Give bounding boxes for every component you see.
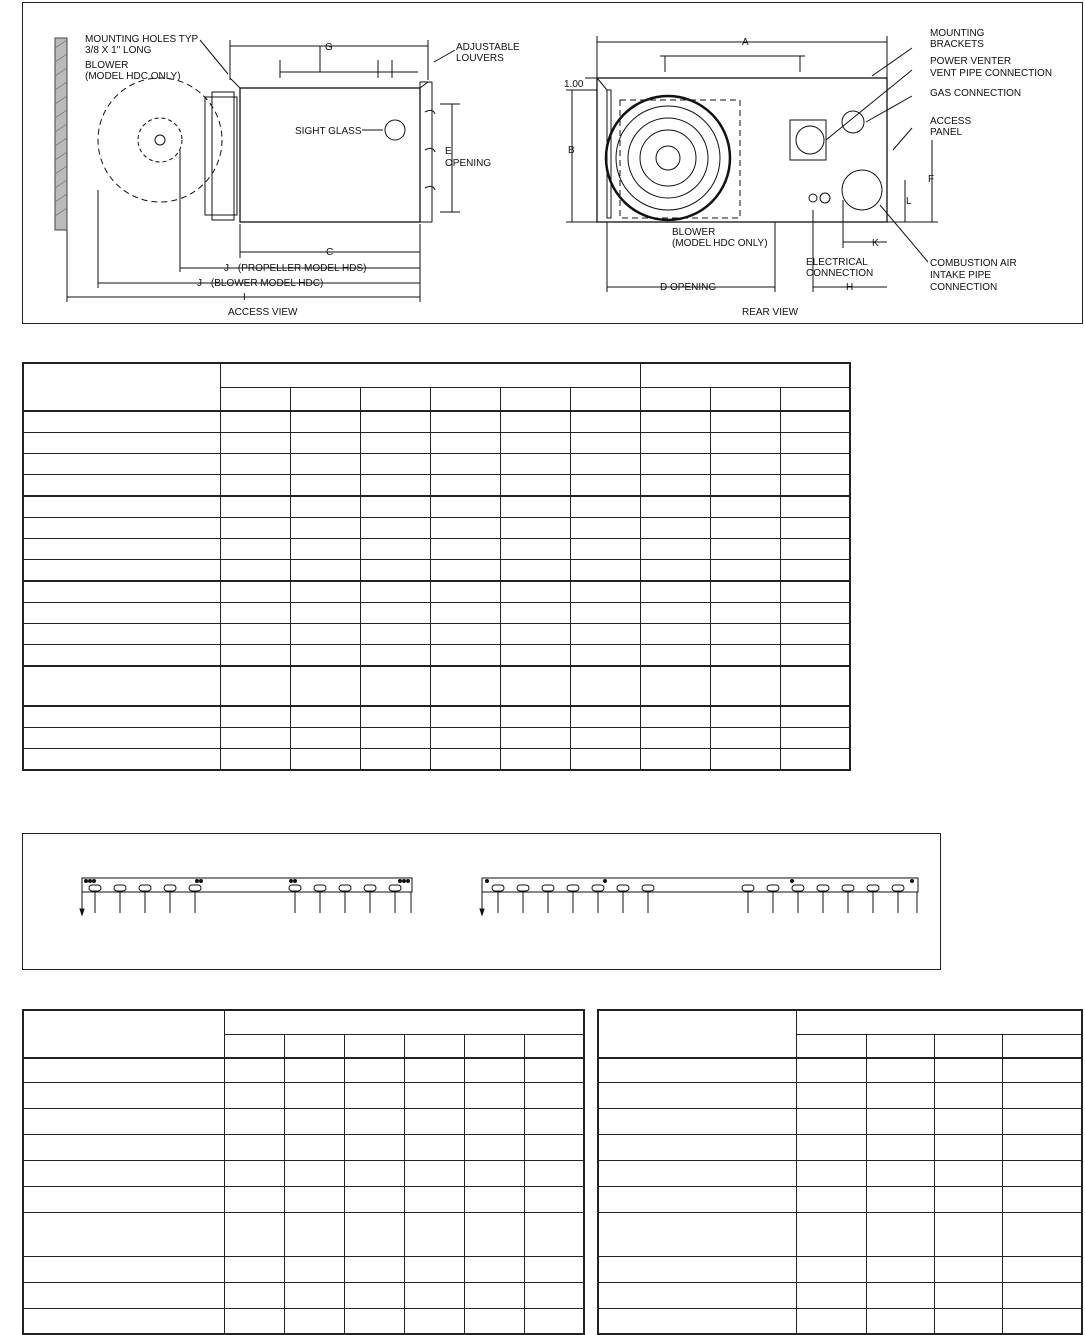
label-power-venter-1: POWER VENTER — [930, 56, 1012, 67]
cabinet-side — [240, 88, 420, 222]
label-i: I — [243, 292, 246, 303]
title-access-view: ACCESS VIEW — [228, 307, 298, 318]
label-power-venter-2: VENT PIPE CONNECTION — [930, 68, 1053, 79]
label-blower-2: (MODEL HDC ONLY) — [85, 71, 181, 82]
gas-connection-port — [842, 111, 864, 133]
label-electrical-2: CONNECTION — [806, 268, 874, 279]
label-combustion-2: INTAKE PIPE — [930, 270, 991, 281]
label-mounting-holes-2: 3/8 X 1" LONG — [85, 45, 152, 56]
label-c: C — [326, 247, 334, 258]
label-opening: OPENING — [445, 158, 492, 169]
dimension-table — [22, 362, 851, 771]
sight-glass — [385, 120, 405, 140]
dimension-drawing — [0, 0, 1085, 330]
bracket-table-left — [22, 1009, 585, 1335]
bracket-right-ticks — [482, 892, 917, 913]
label-adjustable-2: LOUVERS — [456, 53, 504, 64]
label-access-panel-1: ACCESS — [930, 116, 972, 127]
label-mounting-brackets-2: BRACKETS — [930, 39, 984, 50]
label-gas-connection: GAS CONNECTION — [930, 88, 1022, 99]
label-blower-1: BLOWER — [85, 60, 129, 71]
label-j-blower: J - (BLOWER MODEL HDC) — [197, 278, 324, 289]
title-rear-view: REAR VIEW — [742, 307, 799, 318]
label-j-propeller: J - (PROPELLER MODEL HDS) — [224, 263, 367, 274]
label-d-opening: D OPENING — [660, 282, 717, 293]
label-b: B — [568, 145, 575, 156]
label-electrical-1: ELECTRICAL — [806, 257, 868, 268]
label-rear-blower-2: (MODEL HDC ONLY) — [672, 238, 768, 249]
label-adjustable-1: ADJUSTABLE — [456, 42, 520, 53]
label-mounting-brackets-1: MOUNTING — [930, 28, 985, 39]
label-k: K — [872, 238, 879, 249]
label-combustion-1: COMBUSTION AIR — [930, 258, 1017, 269]
label-e: E — [445, 146, 452, 157]
label-sight-glass: SIGHT GLASS — [295, 126, 362, 137]
label-access-panel-2: PANEL — [930, 127, 963, 138]
combustion-air-port — [842, 170, 882, 210]
label-combustion-3: CONNECTION — [930, 282, 998, 293]
label-g: G — [325, 42, 333, 53]
label-f: F — [928, 174, 935, 185]
label-dim-100: 1.00 — [564, 79, 584, 90]
blower-housing — [98, 78, 222, 202]
wall-hatch — [55, 38, 67, 230]
bracket-table-right — [597, 1009, 1083, 1335]
label-l: L — [906, 196, 912, 207]
bracket-left-slots — [89, 885, 401, 891]
bracket-diagram — [0, 833, 1085, 973]
label-mounting-holes-1: MOUNTING HOLES TYP — [85, 34, 199, 45]
bracket-left-ticks — [82, 892, 411, 913]
label-rear-blower-1: BLOWER — [672, 227, 716, 238]
label-a: A — [742, 37, 749, 48]
bracket-left — [82, 878, 412, 892]
label-h: H — [846, 282, 854, 293]
bracket-right-slots — [492, 885, 904, 891]
